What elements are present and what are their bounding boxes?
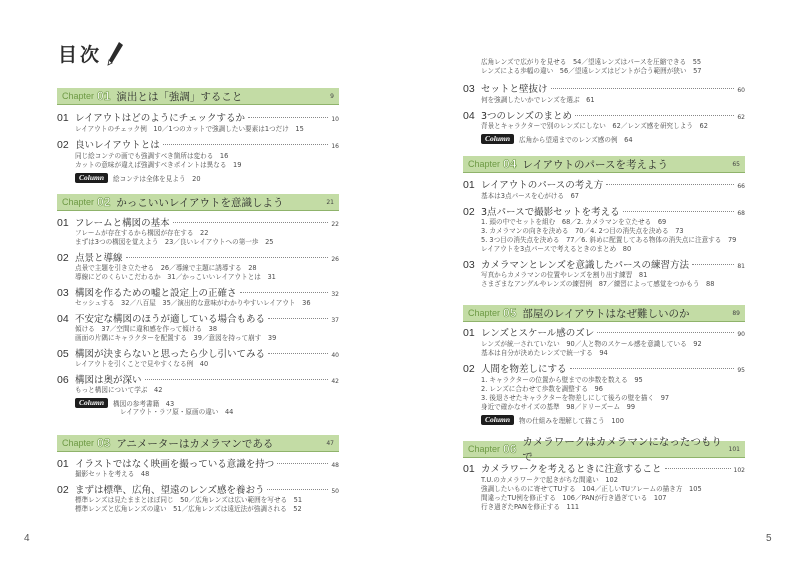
- chapter-03-band[interactable]: [57, 435, 339, 452]
- section-number: 02: [57, 252, 69, 264]
- chapter-label: Chapter: [468, 308, 501, 318]
- section-number: 04: [57, 313, 69, 325]
- subsection-line: レイアウトを3点パースで考えるときのまとめ 80: [481, 245, 632, 253]
- section-title: 点景と導線: [75, 253, 123, 264]
- section-3-01[interactable]: [57, 456, 339, 470]
- chapter-page: 89: [732, 309, 740, 317]
- subsection-line: さまざまなアングルやレンズの練習例 87／練習によって感覚をつかもう 88: [481, 280, 715, 288]
- chapter-page: 65: [732, 160, 740, 168]
- column-text: 物の仕組みを理解して描こう 100: [519, 416, 624, 425]
- chapter-title: アニメーターはカメラマンである: [116, 437, 274, 450]
- chapter-05-band[interactable]: [463, 305, 745, 322]
- chapter-page: 101: [728, 445, 740, 453]
- section-number: 03: [463, 83, 475, 95]
- section-number: 04: [463, 110, 475, 122]
- section-page: 102: [733, 467, 745, 474]
- chapter-number: 05: [503, 306, 517, 320]
- section-page: 32: [331, 291, 339, 298]
- section-title: 構図は奥が深い: [75, 375, 142, 386]
- column-text: 広角から望遠までのレンズ感の例 64: [519, 135, 633, 144]
- section-2-03[interactable]: [57, 285, 339, 299]
- subsection-line: T.U.のカメラワークで起きがちな間違い 102: [481, 476, 618, 484]
- subsection-line: セッシュする 32／八百屋 35／演出的な意味がわかりやすいレイアウト 36: [75, 299, 311, 307]
- leader-dots: [575, 115, 734, 116]
- subsection-line: 強調したいものに寄せてTUする 104／正しいTUフレームの描き方 105: [481, 485, 702, 493]
- chapter-title: 演出とは「強調」すること: [116, 90, 243, 103]
- section-number: 06: [57, 374, 69, 386]
- section-number: 05: [57, 348, 69, 360]
- section-number: 02: [57, 484, 69, 496]
- chapter-title: カメラワークはカメラマンになったつもりで: [522, 436, 722, 463]
- subsection-line: 撮影セットを考える 48: [75, 470, 150, 478]
- column-badge: Column: [481, 134, 514, 144]
- subsection-line: 3. カメラマンの向きを決める 70／4. 2つ目の消失点を決める 73: [481, 227, 684, 235]
- section-number: 01: [57, 217, 69, 229]
- section-number: 01: [57, 458, 69, 470]
- leader-dots: [268, 353, 328, 354]
- subsection-line: 何を強調したいかでレンズを選ぶ 61: [481, 96, 595, 104]
- section-number: 01: [57, 112, 69, 124]
- leader-dots: [267, 489, 328, 490]
- chapter-page: 21: [326, 198, 334, 206]
- subsection-line: 基本は3点パースを心がける 67: [481, 192, 579, 200]
- leader-dots: [268, 318, 328, 319]
- chapter-04-band[interactable]: [463, 156, 745, 173]
- subsection-line: 導線にどのくらいこだわるか 31／かっこいいレイアウトとは 31: [75, 273, 276, 281]
- section-page: 48: [331, 462, 339, 469]
- subsection-line: 標準レンズは見たままとほぼ同じ 50／広角レンズは広い範囲を写せる 51: [75, 496, 303, 504]
- section-page: 40: [331, 352, 339, 359]
- section-page: 22: [331, 221, 339, 228]
- chapter-label: Chapter: [468, 159, 501, 169]
- section-page: 60: [737, 87, 745, 94]
- subsection-line: 行き過ぎたPANを修正する 111: [481, 503, 580, 511]
- toc-heading: 目次: [58, 44, 103, 66]
- subsection-line: カットの意味が違えば強調すべきポイントは異なる 19: [75, 161, 242, 169]
- subsection-line: 1. キャラクターの位置から壁までの歩数を数える 95: [481, 376, 643, 384]
- section-page: 16: [331, 143, 339, 150]
- subsection-line: 5. 3つ目の消失点を決める 77／6. 斜めに配置してある物体の消失点に注意する 79: [481, 236, 737, 244]
- leader-dots: [248, 117, 328, 118]
- section-number: 01: [463, 463, 475, 475]
- column-badge: Column: [75, 398, 108, 408]
- pencil-icon: [106, 41, 124, 67]
- chapter-01-band[interactable]: [57, 88, 339, 105]
- subsection-line: レイアウトを引くことで見やすくなる例 40: [75, 360, 209, 368]
- section-4-02[interactable]: [463, 204, 745, 218]
- section-number: 01: [463, 327, 475, 339]
- section-title: フレームと構図の基本: [75, 218, 170, 229]
- leader-dots: [145, 379, 329, 380]
- leader-dots: [126, 257, 329, 258]
- section-page: 37: [331, 317, 339, 324]
- subsection-line: 基本は自分が決めたレンズで統一する 94: [481, 349, 608, 357]
- section-1-01[interactable]: [57, 110, 339, 124]
- section-3-03[interactable]: [463, 81, 745, 95]
- section-page: 68: [737, 210, 745, 217]
- section-2-04[interactable]: [57, 311, 339, 325]
- subsection-line: 点景で主題を引き立たせる 26／導線で主題に誘導する 28: [75, 264, 257, 272]
- section-3-04[interactable]: [463, 108, 745, 122]
- section-6-01[interactable]: [463, 461, 745, 475]
- subsection-line: 身近で確かなサイズの基準 98／ドリーズーム 99: [481, 403, 636, 411]
- section-4-03[interactable]: [463, 257, 745, 271]
- chapter-page: 47: [326, 439, 334, 447]
- chapter-title: 部屋のレイアウトはなぜ難しいのか: [522, 307, 690, 320]
- section-title: セットと壁抜け: [481, 84, 548, 95]
- section-number: 03: [57, 287, 69, 299]
- subsection-line: まずは3つの構図を覚えよう 23／良いレイアウトへの第一歩 25: [75, 238, 274, 246]
- section-number: 03: [463, 259, 475, 271]
- section-page: 90: [737, 331, 745, 338]
- chapter-label: Chapter: [62, 91, 95, 101]
- section-5-02[interactable]: [463, 361, 745, 375]
- chapter-06-band[interactable]: [463, 436, 745, 463]
- section-title: イラストではなく映画を撮っている意識を持つ: [75, 459, 275, 470]
- column-entry[interactable]: [481, 133, 633, 144]
- section-page: 42: [331, 378, 339, 385]
- subsection-line: フレームが存在するから構図が存在する 22: [75, 229, 209, 237]
- section-number: 02: [463, 206, 475, 218]
- section-number: 01: [463, 179, 475, 191]
- section-page: 81: [737, 263, 745, 270]
- leader-dots: [597, 332, 734, 333]
- section-title: 人間を物差しにする: [481, 364, 567, 375]
- section-2-06[interactable]: [57, 372, 339, 386]
- section-title: レイアウトのパースの考え方: [481, 180, 604, 191]
- section-title: レイアウトはどのようにチェックするか: [75, 113, 245, 124]
- subsection-line: レイアウトのチェック例 10／1つのカットで強調したい要素は1つだけ 15: [75, 125, 304, 133]
- subsection-line: 広角レンズで広がりを見せる 54／望遠レンズはパースを圧縮できる 55: [481, 58, 702, 66]
- leader-dots: [173, 222, 329, 223]
- subsection-line: レンズによる歩幅の違い 56／望遠レンズはピントが合う範囲が狭い 57: [481, 67, 702, 75]
- toc-title: [58, 40, 124, 67]
- column-badge: Column: [75, 173, 108, 183]
- leader-dots: [551, 88, 735, 89]
- subsection-line: 1. 頭の中でセットを組む 68／2. カメラマンを立たせる 69: [481, 218, 667, 226]
- chapter-number: 02: [97, 195, 111, 209]
- column-text-continued: レイアウト・ラフ原・原画の違い 44: [120, 408, 234, 416]
- section-title: まずは標準、広角、望遠のレンズ感を養おう: [75, 485, 265, 496]
- section-2-02[interactable]: [57, 250, 339, 264]
- subsection-line: 間違ったTU例を修正する 106／PANが行き過ぎている 107: [481, 494, 667, 502]
- chapter-number: 04: [503, 157, 517, 171]
- section-1-02[interactable]: [57, 137, 339, 151]
- section-2-05[interactable]: [57, 346, 339, 360]
- section-4-01[interactable]: [463, 177, 745, 191]
- subsection-line: 同じ絵コンテの画でも強調すべき箇所は変わる 16: [75, 152, 229, 160]
- section-page: 10: [331, 116, 339, 123]
- leader-dots: [665, 468, 731, 469]
- subsection-line: レンズが統一されていない 90／人と物のスケール感を意識している 92: [481, 340, 702, 348]
- section-page: 26: [331, 256, 339, 263]
- column-entry[interactable]: [481, 414, 624, 425]
- section-page: 62: [737, 114, 745, 121]
- chapter-title: かっこいいレイアウトを意識しよう: [116, 196, 284, 209]
- subsection-line: 画面の片隅にキャラクターを配置する 39／意図を持って崩す 39: [75, 334, 277, 342]
- chapter-title: レイアウトのパースを考えよう: [522, 158, 669, 171]
- chapter-02-band[interactable]: [57, 194, 339, 211]
- section-2-01[interactable]: [57, 215, 339, 229]
- section-title: 3点パースで撮影セットを考える: [481, 207, 620, 218]
- page-number-right: 5: [766, 533, 772, 544]
- column-badge: Column: [481, 415, 514, 425]
- column-text: 構図の参考書籍 43: [113, 399, 175, 408]
- section-title: 良いレイアウトとは: [75, 140, 160, 151]
- leader-dots: [692, 264, 734, 265]
- chapter-label: Chapter: [62, 197, 95, 207]
- subsection-line: 背景とキャラクターで別のレンズにしない 62／レンズ感を研究しよう 62: [481, 122, 708, 130]
- chapter-number: 06: [503, 442, 517, 456]
- chapter-number: 03: [97, 436, 111, 450]
- section-3-02[interactable]: [57, 482, 339, 496]
- subsection-line: 3. 後退させたキャラクターを物差しにして後ろの壁を描く 97: [481, 394, 670, 402]
- chapter-label: Chapter: [468, 444, 501, 454]
- section-title: カメラマンとレンズを意識したパースの練習方法: [481, 260, 690, 271]
- chapter-page: 9: [330, 92, 334, 100]
- leader-dots: [163, 144, 329, 145]
- leader-dots: [606, 184, 734, 185]
- section-page: 66: [737, 183, 745, 190]
- section-title: 3つのレンズのまとめ: [481, 111, 573, 122]
- subsection-line: 2. レンズに合わせて歩数を調整する 96: [481, 385, 603, 393]
- subsection-line: 傾ける 37／空間に違和感を作って傾ける 38: [75, 325, 218, 333]
- section-title: レンズとスケール感のズレ: [481, 328, 595, 339]
- leader-dots: [277, 463, 328, 464]
- section-title: カメラワークを考えるときに注意すること: [481, 464, 662, 475]
- leader-dots: [570, 368, 735, 369]
- subsection-line: もっと構図について学ぶ 42: [75, 386, 163, 394]
- section-title: 不安定な構図のほうが適している場合もある: [75, 314, 266, 325]
- section-title: 構図を作るための嘘と設定上の正確さ: [75, 288, 237, 299]
- section-number: 02: [463, 363, 475, 375]
- section-number: 02: [57, 139, 69, 151]
- section-title: 構図が決まらないと思ったら少し引いてみる: [75, 349, 266, 360]
- section-5-01[interactable]: [463, 325, 745, 339]
- leader-dots: [240, 292, 329, 293]
- section-page: 95: [737, 367, 745, 374]
- chapter-label: Chapter: [62, 438, 95, 448]
- subsection-line: 標準レンズと広角レンズの違い 51／広角レンズは遠近法が強調される 52: [75, 505, 302, 513]
- column-text: 絵コンテは全体を見よう 20: [113, 174, 201, 183]
- page-number-left: 4: [24, 533, 30, 544]
- chapter-number: 01: [97, 89, 111, 103]
- subsection-line: 写真からカメラマンの位置やレンズを割り出す練習 81: [481, 271, 648, 279]
- column-entry[interactable]: [75, 172, 201, 183]
- leader-dots: [623, 211, 735, 212]
- section-page: 50: [331, 488, 339, 495]
